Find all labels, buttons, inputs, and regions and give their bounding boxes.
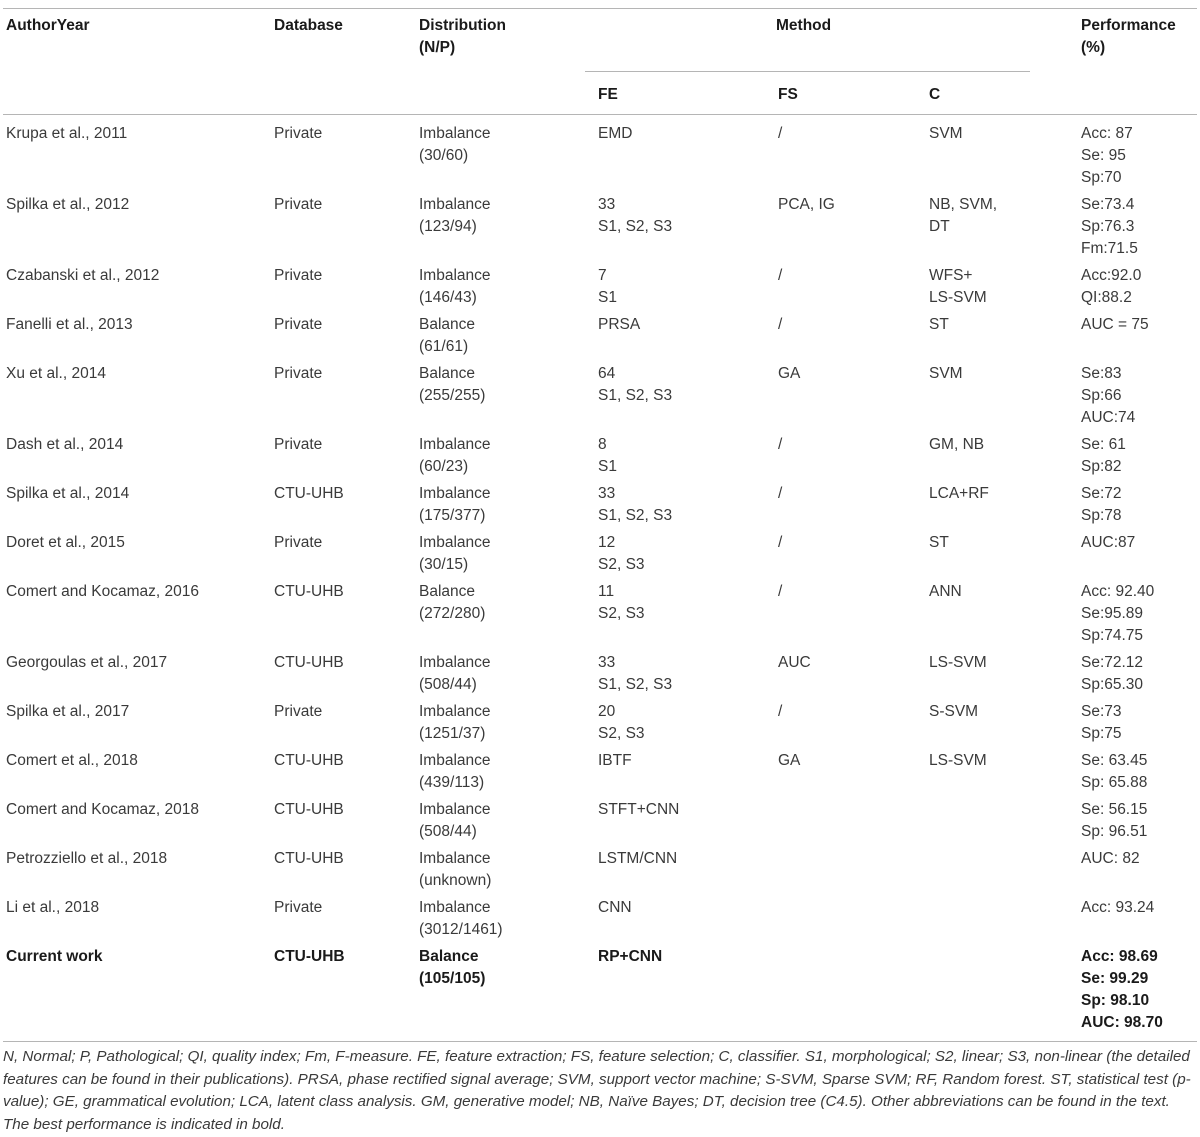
cell-line: NB, SVM, — [929, 196, 998, 213]
cell-fs — [778, 532, 782, 554]
cell-line: Spilka et al., 2017 — [6, 703, 130, 720]
cell-author — [6, 848, 167, 870]
cell-line: (105/105) — [419, 970, 486, 987]
cell-fe — [598, 750, 632, 772]
cell-performance — [1081, 194, 1138, 260]
cell-database — [274, 532, 322, 554]
cell-line: CTU-UHB — [274, 583, 344, 600]
cell-fs — [778, 194, 835, 216]
cell-line: (508/44) — [419, 823, 477, 840]
cell-distribution — [419, 194, 491, 238]
header-distribution — [419, 15, 506, 59]
cell-line: 33 — [598, 654, 616, 671]
cell-database — [274, 265, 322, 287]
cell-line: / — [778, 267, 783, 284]
cell-author — [6, 265, 159, 287]
cell-line: CTU-UHB — [274, 752, 344, 769]
cell-line: Fanelli et al., 2013 — [6, 316, 133, 333]
cell-line: / — [778, 703, 783, 720]
cell-distribution — [419, 363, 485, 407]
cell-line: 8 — [598, 436, 607, 453]
header-c: C — [929, 86, 941, 103]
cell-line: GA — [778, 365, 801, 382]
cell-distribution — [419, 946, 485, 990]
cell-line: ANN — [929, 583, 962, 600]
cell-line: Czabanski et al., 2012 — [6, 267, 160, 284]
cell-line: CTU-UHB — [274, 948, 345, 965]
cell-line: Imbalance — [419, 654, 491, 671]
cell-line: Private — [274, 534, 323, 551]
cell-line: Current work — [6, 948, 103, 965]
cell-line: AUC:74 — [1081, 409, 1136, 426]
header-database: Database — [274, 17, 343, 34]
cell-line: Se:73.4 — [1081, 196, 1135, 213]
cell-line: (255/255) — [419, 387, 486, 404]
cell-line: S1, S2, S3 — [598, 218, 673, 235]
cell-fs — [778, 483, 782, 505]
cell-line: (3012/1461) — [419, 921, 503, 938]
cell-line: LS-SVM — [929, 654, 987, 671]
cell-line: Dash et al., 2014 — [6, 436, 124, 453]
cell-author — [6, 750, 138, 772]
cell-line: 33 — [598, 485, 616, 502]
cell-line: CNN — [598, 899, 632, 916]
cell-performance — [1081, 946, 1163, 1034]
cell-line: (60/23) — [419, 458, 469, 475]
cell-line: CTU-UHB — [274, 801, 344, 818]
cell-line: 11 — [598, 583, 615, 600]
cell-line: Imbalance — [419, 125, 491, 142]
cell-database — [274, 123, 322, 145]
cell-line: S2, S3 — [598, 556, 645, 573]
cell-line: Imbalance — [419, 899, 491, 916]
cell-line: GA — [778, 752, 801, 769]
cell-author — [6, 652, 167, 674]
table-footnote: N, Normal; P, Pathological; QI, quality index; Fm, F-measure. FE, feature extraction; FS, feature selection; C, classifier. S1, morphological; S2, linear; S3, non-linear (the detailed features can be found in their publications). PRSA, phase rectified signal average; SVM, support vector machine; S-SVM, Sparse SVM; RF, Random forest. ST, statistical test (p-value); GE, grammatical evolution; LCA, latent class analysis. GM, generative model; NB, Naïve Bayes; DT, decision tree (C4.5). Other abbreviations can be found in the text. The best performance is indicated in bold. — [3, 1048, 1191, 1133]
cell-line: AUC = 75 — [1081, 316, 1149, 333]
cell-c — [929, 652, 987, 674]
cell-fe — [598, 946, 662, 968]
header-author: AuthorYear — [6, 17, 90, 34]
header-performance-line1: Performance — [1081, 17, 1176, 34]
cell-performance — [1081, 897, 1154, 919]
cell-line: Se:95.89 — [1081, 605, 1144, 622]
header-performance-line2: (%) — [1081, 39, 1106, 56]
cell-line: LSTM/CNN — [598, 850, 678, 867]
cell-line: S2, S3 — [598, 725, 645, 742]
cell-line: Georgoulas et al., 2017 — [6, 654, 168, 671]
cell-fs — [778, 123, 782, 145]
cell-line: / — [778, 436, 783, 453]
cell-distribution — [419, 581, 485, 625]
header-method: Method — [776, 17, 832, 34]
cell-line: Balance — [419, 316, 476, 333]
cell-fe — [598, 265, 617, 309]
cell-line: Sp:75 — [1081, 725, 1122, 742]
cell-line: AUC: 98.70 — [1081, 1014, 1163, 1031]
cell-author — [6, 897, 99, 919]
cell-line: Imbalance — [419, 485, 491, 502]
method-group-rule — [585, 71, 1030, 72]
cell-database — [274, 363, 322, 385]
cell-line: Spilka et al., 2012 — [6, 196, 130, 213]
cell-line: Imbalance — [419, 850, 491, 867]
header-distribution-line2: (N/P) — [419, 39, 456, 56]
cell-line: SVM — [929, 125, 963, 142]
cell-line: S1, S2, S3 — [598, 507, 673, 524]
cell-fs — [778, 581, 782, 603]
cell-database — [274, 848, 344, 870]
cell-line: S2, S3 — [598, 605, 645, 622]
cell-line: (146/43) — [419, 289, 477, 306]
cell-line: Acc: 87 — [1081, 125, 1133, 142]
cell-line: S1, S2, S3 — [598, 387, 673, 404]
cell-database — [274, 581, 344, 603]
cell-c — [929, 750, 987, 772]
cell-line: S1, S2, S3 — [598, 676, 673, 693]
cell-database — [274, 750, 344, 772]
cell-line: Balance — [419, 365, 476, 382]
cell-line: Imbalance — [419, 801, 491, 818]
cell-fe — [598, 799, 679, 821]
cell-line: SVM — [929, 365, 963, 382]
table-bottom-rule — [3, 1041, 1197, 1042]
cell-line: Sp: 98.10 — [1081, 992, 1150, 1009]
cell-line: DT — [929, 218, 950, 235]
cell-fs — [778, 434, 782, 456]
cell-line: / — [778, 316, 783, 333]
cell-fe — [598, 434, 617, 478]
cell-fe — [598, 652, 672, 696]
cell-line: Spilka et al., 2014 — [6, 485, 130, 502]
cell-line: Se:83 — [1081, 365, 1122, 382]
cell-line: IBTF — [598, 752, 632, 769]
cell-c — [929, 581, 962, 603]
cell-line: Sp: 65.88 — [1081, 774, 1148, 791]
cell-distribution — [419, 265, 491, 309]
cell-database — [274, 701, 322, 723]
cell-line: Se: 99.29 — [1081, 970, 1149, 987]
cell-line: PCA, IG — [778, 196, 835, 213]
cell-line: / — [778, 485, 783, 502]
cell-line: Sp:65.30 — [1081, 676, 1144, 693]
cell-line: Private — [274, 703, 323, 720]
cell-line: Se:73 — [1081, 703, 1122, 720]
cell-line: Imbalance — [419, 752, 491, 769]
cell-line: Petrozziello et al., 2018 — [6, 850, 168, 867]
cell-line: Sp: 96.51 — [1081, 823, 1148, 840]
cell-line: (508/44) — [419, 676, 477, 693]
cell-c — [929, 483, 989, 505]
cell-line: LCA+RF — [929, 485, 989, 502]
cell-line: 64 — [598, 365, 616, 382]
cell-line: 20 — [598, 703, 616, 720]
cell-distribution — [419, 897, 503, 941]
cell-line: Private — [274, 125, 323, 142]
cell-fe — [598, 581, 645, 625]
cell-line: GM, NB — [929, 436, 985, 453]
cell-distribution — [419, 532, 491, 576]
cell-author — [6, 363, 106, 385]
cell-line: ST — [929, 534, 949, 551]
cell-line: Se: 61 — [1081, 436, 1126, 453]
cell-line: WFS+ — [929, 267, 973, 284]
cell-c — [929, 363, 963, 385]
cell-performance — [1081, 848, 1140, 870]
cell-line: LS-SVM — [929, 752, 987, 769]
cell-line: 33 — [598, 196, 616, 213]
cell-line: Private — [274, 365, 323, 382]
cell-line: STFT+CNN — [598, 801, 680, 818]
cell-line: Private — [274, 899, 323, 916]
cell-fe — [598, 701, 645, 745]
header-performance — [1081, 15, 1176, 59]
cell-line: CTU-UHB — [274, 850, 344, 867]
cell-line: (30/60) — [419, 147, 469, 164]
cell-line: Acc: 98.69 — [1081, 948, 1158, 965]
cell-line: S1 — [598, 289, 617, 306]
cell-line: CTU-UHB — [274, 654, 344, 671]
cell-fs — [778, 265, 782, 287]
cell-line: Private — [274, 267, 323, 284]
header-distribution-line1: Distribution — [419, 17, 506, 34]
cell-author — [6, 194, 129, 216]
cell-c — [929, 123, 963, 145]
cell-line: Sp:70 — [1081, 169, 1122, 186]
cell-performance — [1081, 434, 1126, 478]
cell-distribution — [419, 799, 491, 843]
cell-line: Private — [274, 436, 323, 453]
cell-line: Balance — [419, 948, 479, 965]
cell-line: EMD — [598, 125, 633, 142]
cell-distribution — [419, 314, 475, 358]
cell-c — [929, 701, 978, 723]
cell-performance — [1081, 799, 1147, 843]
cell-fe — [598, 897, 632, 919]
cell-database — [274, 483, 344, 505]
cell-line: Comert and Kocamaz, 2016 — [6, 583, 199, 600]
cell-author — [6, 314, 133, 336]
cell-line: QI:88.2 — [1081, 289, 1132, 306]
cell-line: Se: 95 — [1081, 147, 1126, 164]
cell-line: Acc: 92.40 — [1081, 583, 1155, 600]
cell-database — [274, 194, 322, 216]
cell-line: (439/113) — [419, 774, 485, 791]
cell-line: Acc: 93.24 — [1081, 899, 1155, 916]
cell-fs — [778, 701, 782, 723]
cell-line: Imbalance — [419, 703, 491, 720]
cell-line: / — [778, 534, 783, 551]
cell-line: Sp:74.75 — [1081, 627, 1144, 644]
cell-line: Li et al., 2018 — [6, 899, 100, 916]
cell-fe — [598, 532, 645, 576]
cell-fe — [598, 314, 640, 336]
cell-line: LS-SVM — [929, 289, 987, 306]
cell-performance — [1081, 483, 1122, 527]
cell-distribution — [419, 434, 491, 478]
header-fe: FE — [598, 86, 618, 103]
cell-performance — [1081, 123, 1133, 189]
cell-line: Sp:78 — [1081, 507, 1122, 524]
cell-distribution — [419, 652, 491, 696]
cell-line: / — [778, 125, 783, 142]
cell-line: Balance — [419, 583, 476, 600]
cell-line: Sp:76.3 — [1081, 218, 1135, 235]
cell-performance — [1081, 314, 1149, 336]
cell-author — [6, 483, 129, 505]
cell-line: (unknown) — [419, 872, 492, 889]
header-fs: FS — [778, 86, 798, 103]
cell-line: Se: 63.45 — [1081, 752, 1148, 769]
cell-author — [6, 434, 123, 456]
cell-author — [6, 799, 199, 821]
cell-distribution — [419, 483, 491, 527]
cell-line: CTU-UHB — [274, 485, 344, 502]
cell-fs — [778, 314, 782, 336]
cell-line: Xu et al., 2014 — [6, 365, 106, 382]
cell-fe — [598, 363, 672, 407]
cell-fs — [778, 652, 811, 674]
cell-line: Krupa et al., 2011 — [6, 125, 128, 142]
cell-c — [929, 532, 949, 554]
cell-line: RP+CNN — [598, 948, 663, 965]
cell-author — [6, 532, 125, 554]
cell-fs — [778, 750, 800, 772]
cell-line: Imbalance — [419, 534, 491, 551]
cell-author — [6, 946, 102, 968]
cell-line: Sp:66 — [1081, 387, 1122, 404]
header-bottom-rule — [3, 114, 1197, 115]
cell-line: 7 — [598, 267, 607, 284]
cell-line: Se: 56.15 — [1081, 801, 1148, 818]
cell-c — [929, 265, 987, 309]
cell-line: Private — [274, 196, 323, 213]
cell-line: PRSA — [598, 316, 641, 333]
cell-performance — [1081, 581, 1154, 647]
cell-database — [274, 799, 344, 821]
cell-performance — [1081, 532, 1135, 554]
cell-line: (272/280) — [419, 605, 486, 622]
cell-c — [929, 194, 997, 238]
cell-fe — [598, 194, 672, 238]
cell-line: AUC — [778, 654, 811, 671]
cell-fs — [778, 363, 800, 385]
cell-distribution — [419, 123, 491, 167]
cell-fe — [598, 123, 632, 145]
cell-line: (175/377) — [419, 507, 486, 524]
cell-c — [929, 314, 949, 336]
cell-performance — [1081, 750, 1147, 794]
cell-line: S1 — [598, 458, 617, 475]
cell-line: Comert et al., 2018 — [6, 752, 138, 769]
cell-performance — [1081, 265, 1141, 309]
cell-line: Fm:71.5 — [1081, 240, 1138, 257]
cell-database — [274, 897, 322, 919]
cell-line: (61/61) — [419, 338, 469, 355]
cell-line: ST — [929, 316, 949, 333]
cell-fe — [598, 483, 672, 527]
cell-line: Se:72.12 — [1081, 654, 1144, 671]
cell-line: (123/94) — [419, 218, 477, 235]
cell-database — [274, 314, 322, 336]
cell-line: Private — [274, 316, 323, 333]
cell-line: Imbalance — [419, 436, 491, 453]
cell-line: Comert and Kocamaz, 2018 — [6, 801, 199, 818]
cell-line: / — [778, 583, 783, 600]
cell-line: AUC:87 — [1081, 534, 1136, 551]
cell-line: Imbalance — [419, 267, 491, 284]
cell-line: (1251/37) — [419, 725, 486, 742]
cell-distribution — [419, 701, 491, 745]
cell-line: Acc:92.0 — [1081, 267, 1142, 284]
cell-author — [6, 123, 127, 145]
cell-line: Se:72 — [1081, 485, 1122, 502]
cell-performance — [1081, 701, 1122, 745]
cell-line: Doret et al., 2015 — [6, 534, 125, 551]
cell-line: 12 — [598, 534, 616, 551]
cell-line: Sp:82 — [1081, 458, 1122, 475]
cell-line: AUC: 82 — [1081, 850, 1140, 867]
cell-performance — [1081, 652, 1143, 696]
cell-database — [274, 946, 345, 968]
table-top-rule — [3, 8, 1197, 9]
cell-line: S-SVM — [929, 703, 979, 720]
cell-distribution — [419, 750, 491, 794]
cell-line: Imbalance — [419, 196, 491, 213]
cell-fe — [598, 848, 677, 870]
cell-performance — [1081, 363, 1135, 429]
cell-author — [6, 581, 199, 603]
cell-distribution — [419, 848, 491, 892]
cell-c — [929, 434, 984, 456]
cell-author — [6, 701, 129, 723]
cell-database — [274, 434, 322, 456]
cell-database — [274, 652, 344, 674]
cell-line: (30/15) — [419, 556, 469, 573]
